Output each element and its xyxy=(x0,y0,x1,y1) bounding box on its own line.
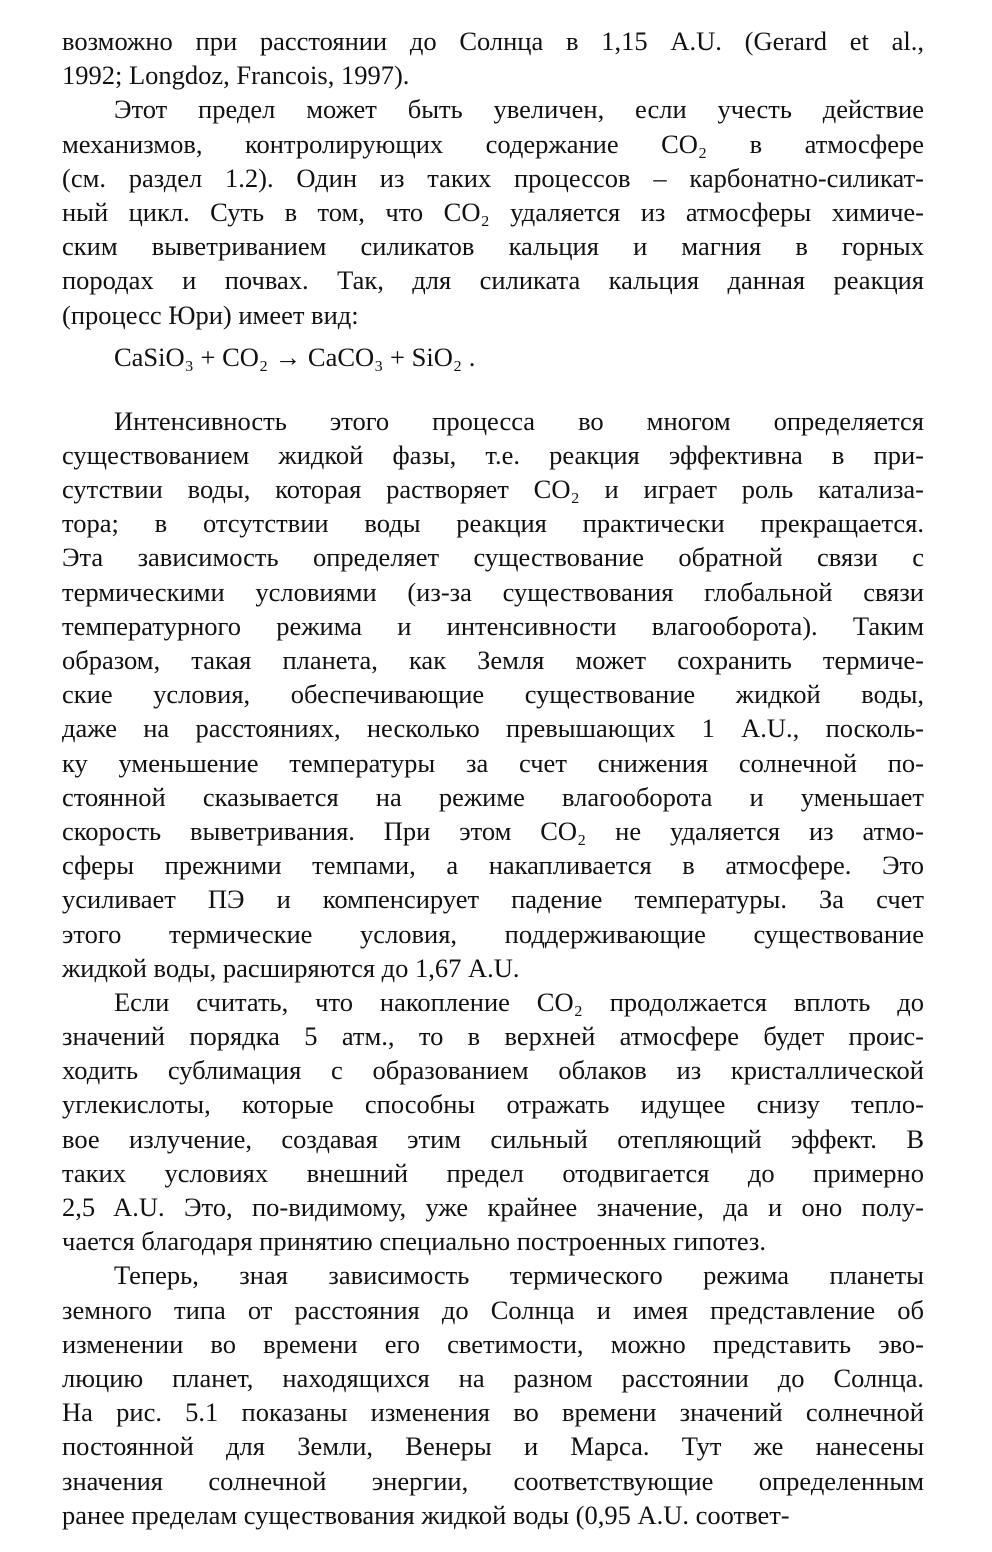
chemical-formula: CaSiO₃ + CO₂ → CaCO₃ + SiO₂ . xyxy=(114,341,476,372)
text-line: существованием жидкой фазы, т.е. реакция эффективна в при- xyxy=(62,439,924,470)
text-line: возможно при расстоянии до Солнца в 1,15 A.U. (Gerard et al., xyxy=(62,26,924,56)
text-line: таких условиях внешний предел отодвигается до примерно xyxy=(62,1157,924,1188)
text-line: 1992; Longdoz, Francois, 1997). xyxy=(62,60,410,91)
text-line: углекислоты, которые способны отражать идущее снизу тепло- xyxy=(62,1089,924,1120)
text-line: На рис. 5.1 показаны изменения во времени значений солнечной xyxy=(62,1397,924,1428)
paragraph xyxy=(62,985,924,1259)
text-line: ские условия, обеспечивающие существование жидкой воды, xyxy=(62,679,924,710)
text-line: Интенсивность этого процесса во многом определяется xyxy=(114,405,924,436)
text-line: 2,5 A.U. Это, по-видимому, уже крайнее значение, да и оно полу- xyxy=(62,1192,924,1222)
text-line: ный цикл. Суть в том, что CO₂ удаляется из атмосферы химиче- xyxy=(62,196,924,227)
text-line: Теперь, зная зависимость термического режима планеты xyxy=(114,1260,924,1291)
paragraph xyxy=(62,1258,924,1532)
paragraph xyxy=(62,92,924,331)
text-line: чается благодаря принятию специально построенных гипотез. xyxy=(62,1226,767,1257)
text-line: ранее пределам существования жидкой воды (0,95 A.U. соответ- xyxy=(62,1499,790,1530)
text-line: постоянной для Земли, Венеры и Марса. Тут же нанесены xyxy=(62,1431,924,1462)
paragraph xyxy=(62,24,924,92)
spacer xyxy=(62,388,924,404)
text-line: скорость выветривания. При этом CO₂ не удаляется из атмо- xyxy=(62,815,924,846)
text-line: Этот предел может быть увеличен, если учесть действие xyxy=(114,94,924,125)
text-line: значения солнечной энергии, соответствующие определенным xyxy=(62,1465,924,1496)
text-line: термическими условиями (из-за существования глобальной связи xyxy=(62,576,924,607)
text-line: тора; в отсутствии воды реакция практически прекращается. xyxy=(62,508,924,539)
text-line: усиливает ПЭ и компенсирует падение температуры. За счет xyxy=(62,884,924,915)
text-line: стоянной сказывается на режиме влагооборота и уменьшает xyxy=(62,781,924,812)
text-line: земного типа от расстояния до Солнца и имея представление об xyxy=(62,1294,924,1325)
text-line: значений порядка 5 атм., то в верхней атмосфере будет проис- xyxy=(62,1021,924,1052)
text-line: механизмов, контролирующих содержание CO₂ в атмосфере xyxy=(62,128,924,159)
text-line: температурного режима и интенсивности влагооборота). Таким xyxy=(62,610,924,641)
page-text xyxy=(62,24,924,1532)
text-line: ходить сублимация с образованием облаков из кристаллической xyxy=(62,1055,924,1086)
text-line: Если считать, что накопление CO₂ продолжается вплоть до xyxy=(114,986,924,1017)
text-line: этого термические условия, поддерживающие существование xyxy=(62,918,924,949)
text-line: породах и почвах. Так, для силиката кальция данная реакция xyxy=(62,265,924,296)
text-line: вое излучение, создавая этим сильный отепляющий эффект. В xyxy=(62,1123,924,1154)
text-line: даже на расстояниях, несколько превышающих 1 A.U., посколь- xyxy=(62,713,924,744)
text-line: (см. раздел 1.2). Один из таких процессов – карбонатно-силикат- xyxy=(62,162,924,193)
text-line: ку уменьшение температуры за счет снижения солнечной по- xyxy=(62,747,924,778)
text-line: Эта зависимость определяет существование обратной связи с xyxy=(62,542,924,573)
text-line: сутствии воды, которая растворяет CO₂ и играет роль катализа- xyxy=(62,474,924,505)
text-line: люцию планет, находящихся на разном расстоянии до Солнца. xyxy=(62,1362,924,1393)
text-line: жидкой воды, расширяются до 1,67 A.U. xyxy=(62,952,520,983)
text-line: сферы прежними темпами, а накапливается в атмосфере. Это xyxy=(62,850,924,881)
text-line: образом, такая планета, как Земля может сохранить термиче- xyxy=(62,645,924,675)
paragraph xyxy=(62,404,924,985)
text-line: ским выветриванием силикатов кальция и магния в горных xyxy=(62,231,924,262)
text-line: (процесс Юри) имеет вид: xyxy=(62,299,359,330)
text-line: изменении во времени его светимости, можно представить эво- xyxy=(62,1328,924,1359)
